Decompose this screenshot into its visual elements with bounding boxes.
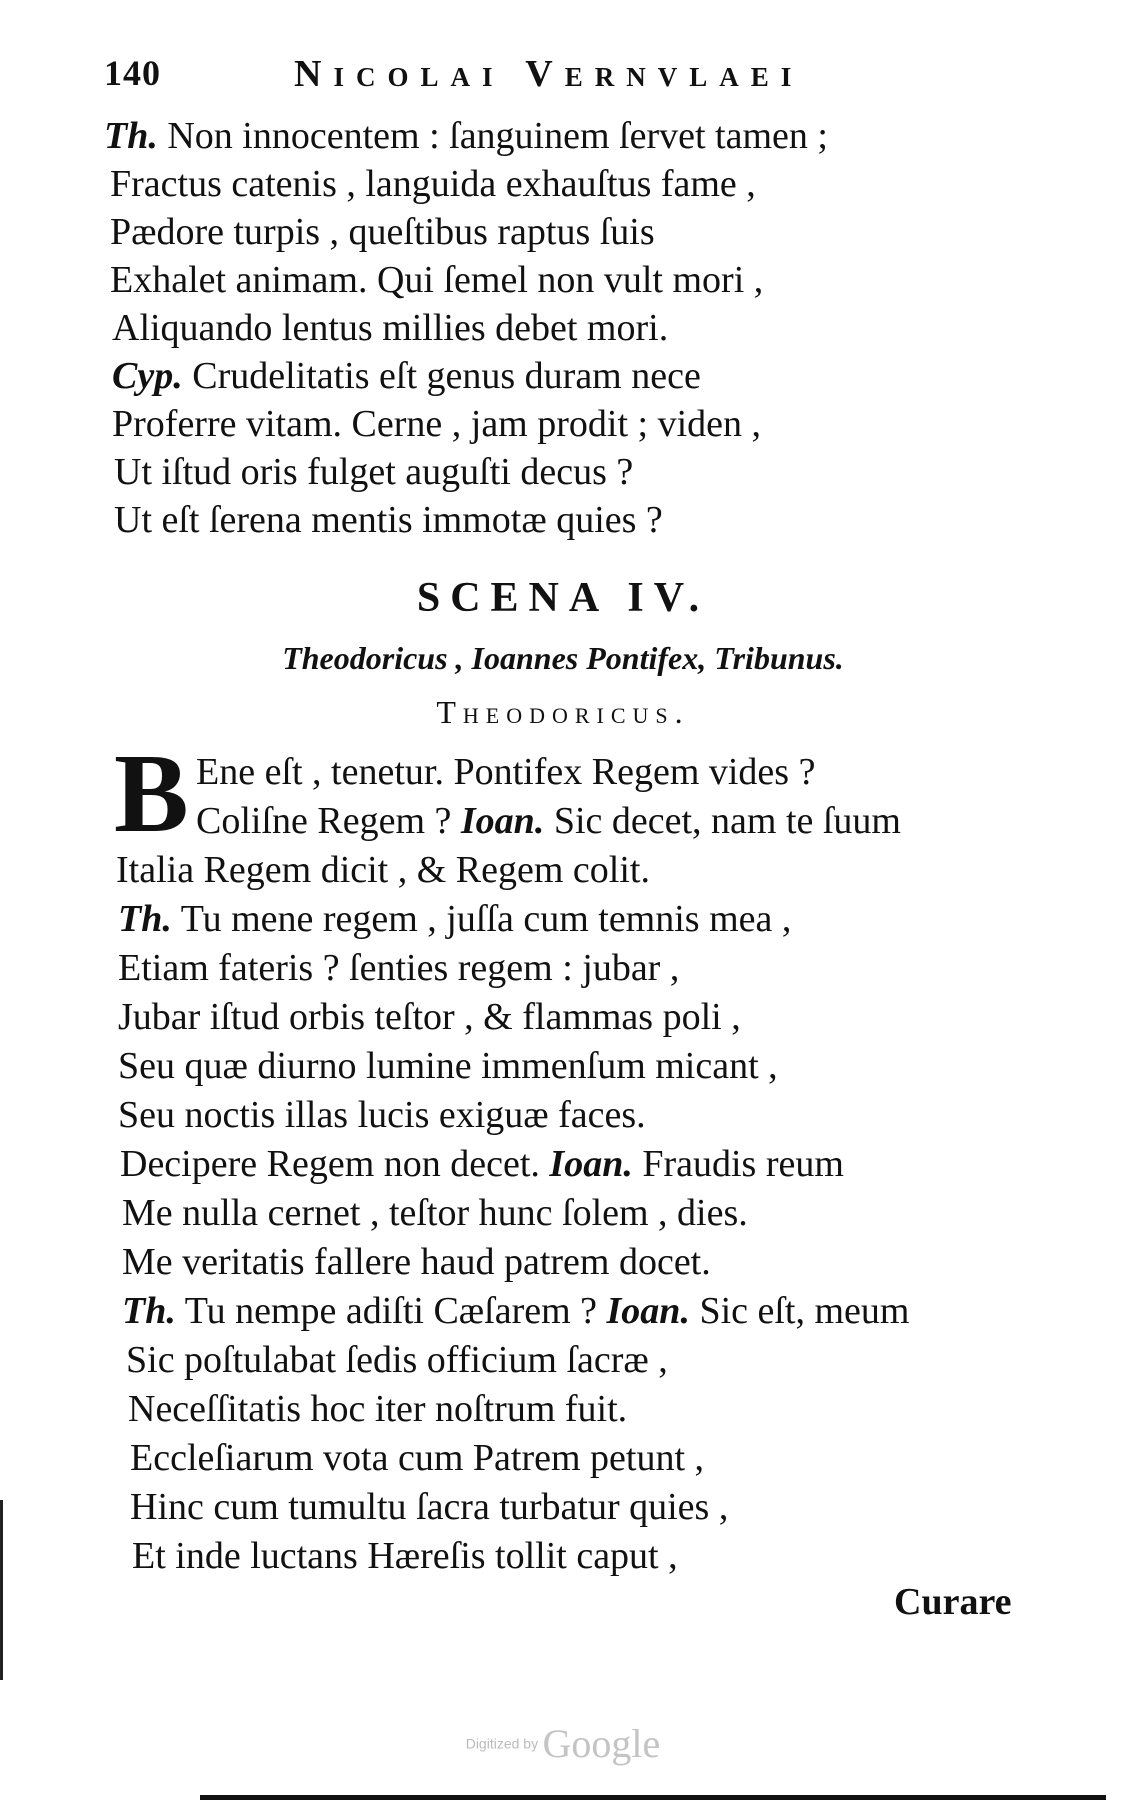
verse-line xyxy=(118,1042,778,1090)
speaker-label: Th. xyxy=(118,898,172,940)
line-text: Et inde luctans Hæreſis tollit caput , xyxy=(132,1535,678,1577)
speaker-label: Th. xyxy=(104,115,158,157)
verse-line xyxy=(112,304,668,352)
verse-line xyxy=(196,797,901,845)
line-text: Italia Regem dicit , & Regem colit. xyxy=(116,849,650,891)
line-text: Decipere Regem non decet. xyxy=(120,1143,540,1185)
verse-line xyxy=(114,448,633,496)
verse-line xyxy=(112,352,701,400)
line-text: Tu nempe adiſti Cæſarem ? xyxy=(184,1290,598,1332)
drop-cap: B xyxy=(114,732,189,856)
line-text: Ut iſtud oris fulget auguſti decus ? xyxy=(114,451,634,493)
verse-line xyxy=(128,1385,627,1433)
verse-line xyxy=(122,1287,909,1335)
line-text: Me veritatis fallere haud patrem docet. xyxy=(122,1241,711,1283)
line-text: Seu quæ diurno lumine immenſum micant , xyxy=(118,1045,778,1087)
line-text: Proferre vitam. Cerne , jam prodit ; viden , xyxy=(112,403,761,445)
verse-line xyxy=(130,1483,728,1531)
verse-line xyxy=(110,256,763,304)
speaker-label: Th. xyxy=(122,1290,176,1332)
line-text: Hinc cum tumultu ſacra turbatur quies , xyxy=(130,1486,729,1528)
running-head xyxy=(104,52,904,102)
dramatis-personae: Theodoricus , Ioannes Pontifex, Tribunus. xyxy=(282,640,844,676)
verse-line xyxy=(118,993,741,1041)
line-text: Sic eſt, meum xyxy=(699,1290,910,1332)
line-text: Tu mene regem , juſſa cum temnis mea , xyxy=(180,898,792,940)
verse-line xyxy=(126,1336,668,1384)
verse-line xyxy=(110,160,756,208)
speaker-label: Ioan. xyxy=(606,1290,690,1332)
line-text: Coliſne Regem ? xyxy=(196,800,452,842)
line-text: Eccleſiarum vota cum Patrem petunt , xyxy=(130,1437,705,1479)
page-edge-shadow xyxy=(0,1500,13,1680)
line-text: Ene eſt , tenetur. Pontifex Regem vides ? xyxy=(196,751,816,793)
line-text: Seu noctis illas lucis exiguæ faces. xyxy=(118,1094,646,1136)
verse-line xyxy=(118,895,791,943)
verse-line xyxy=(118,1091,646,1139)
line-text: Exhalet animam. Qui ſemel non vult mori , xyxy=(110,259,764,301)
line-text: Non innocentem : ſanguinem ſervet tamen ; xyxy=(167,115,828,157)
speaker-label: Cyp. xyxy=(112,355,183,397)
line-text: Pædore turpis , queſtibus raptus ſuis xyxy=(110,211,655,253)
page-number: 140 xyxy=(104,53,161,93)
verse-line xyxy=(116,846,650,894)
verse-line xyxy=(122,1238,711,1286)
verse-line xyxy=(104,112,828,160)
line-text: Sic decet, nam te ſuum xyxy=(553,800,901,842)
running-title: Nicolai Vernvlaei xyxy=(294,53,804,95)
line-text: Etiam fateris ? ſenties regem : jubar , xyxy=(118,947,680,989)
speaker-heading: Theodoricus. xyxy=(436,694,690,730)
speaker-label: Ioan. xyxy=(549,1143,633,1185)
verse-line xyxy=(112,400,761,448)
scene-title: SCENA IV. xyxy=(416,575,710,621)
digitized-label: Digitized by xyxy=(465,1735,539,1752)
verse-line xyxy=(114,496,663,544)
page-bottom-edge xyxy=(200,1795,1106,1800)
line-text: Aliquando lentus millies debet mori. xyxy=(112,307,669,349)
line-text: Sic poſtulabat ſedis officium ſacræ , xyxy=(126,1339,668,1381)
verse-line xyxy=(118,944,679,992)
speaker-label: Ioan. xyxy=(460,800,545,842)
verse-line xyxy=(120,1140,844,1188)
verse-line xyxy=(110,208,655,256)
line-text: Jubar iſtud orbis teſtor , & flammas poli , xyxy=(118,996,741,1038)
line-text: Fractus catenis , languida exhauſtus fame , xyxy=(110,163,756,205)
google-logo: Google xyxy=(542,1721,661,1766)
line-text: Crudelitatis eſt genus duram nece xyxy=(192,355,701,397)
line-text: Me nulla cernet , teſtor hunc ſolem , dies. xyxy=(122,1192,748,1234)
digitized-by-google-watermark xyxy=(0,1720,1126,1767)
line-text: Fraudis reum xyxy=(642,1143,844,1185)
verse-line xyxy=(132,1532,678,1580)
verse-line xyxy=(130,1434,704,1482)
verse-line xyxy=(196,748,815,796)
catchword: Curare xyxy=(894,1581,1012,1623)
line-text: Ut eſt ſerena mentis immotæ quies ? xyxy=(114,499,663,541)
line-text: Neceſſitatis hoc iter noſtrum fuit. xyxy=(128,1388,628,1430)
verse-line xyxy=(122,1189,748,1237)
